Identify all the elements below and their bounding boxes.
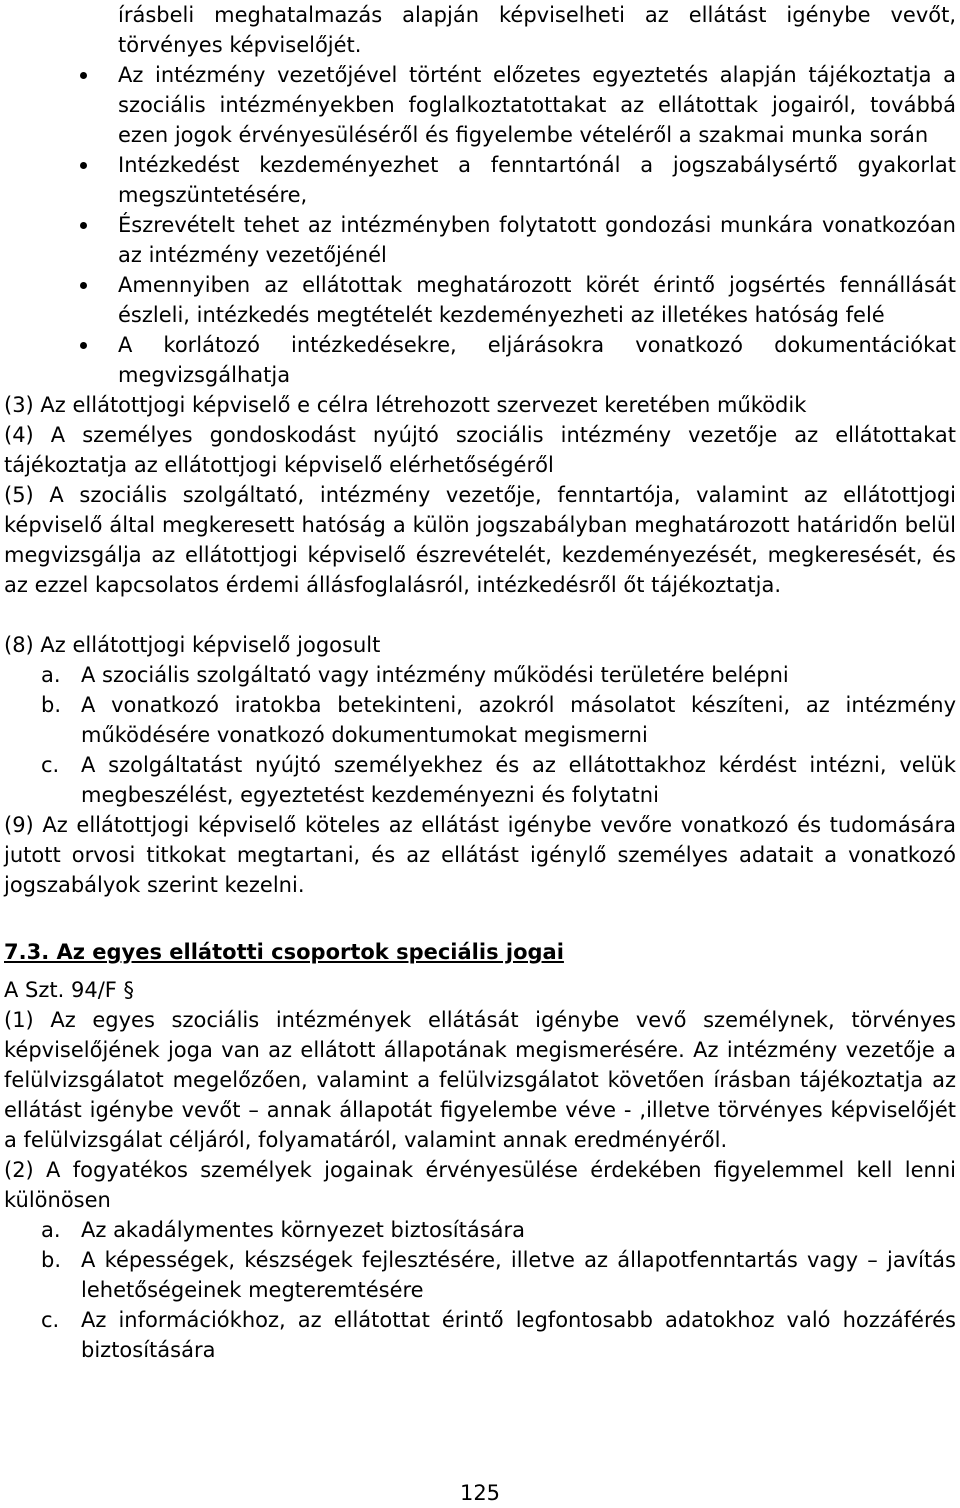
bullet-icon [80, 282, 87, 289]
list-item: b. A képességek, készségek fejlesztésére, illetve az állapotfenntartás vagy – javítás lehetőségeinek megteremtésére [41, 1248, 956, 1302]
list-item: Az intézmény vezetőjével történt előzetes egyeztetés alapján tájékoztatja a szociális intézményekben foglalkoztatottakat az ellátottak jogairól, továbbá ezen jogok érvényesüléséről és figyelembe vételéről a szakmai munka során [4, 60, 956, 150]
continuation-text: írásbeli meghatalmazás alapján képviselheti az ellátást igénybe vevőt, törvényes képviselőjét. [118, 3, 956, 57]
bullet-icon [80, 342, 87, 349]
section-paragraph-1: (1) Az egyes szociális intézmények ellátását igénybe vevő személynek, törvényes képviselőjének joga van az ellátott állapotának megismerésére. Az intézmény vezetője a felülvizsgálatot megelőzően, valamint a felülvizsgálatot követően írásban tájékoztatja az ellátást igénybe vevőt – annak állapotát figyelembe véve - ,illetve törvényes képviselőjét a felülvizsgálat céljáról, folyamatáról, valamint annak eredményéről. [4, 1008, 956, 1152]
list-item: a. Az akadálymentes környezet biztosítására [41, 1218, 526, 1242]
bullet-list [4, 60, 956, 390]
paragraph-8-intro: (8) Az ellátottjogi képviselő jogosult [4, 633, 381, 657]
list-item: A korlátozó intézkedésekre, eljárásokra vonatkozó dokumentációkat megvizsgálhatja [4, 330, 956, 390]
section-heading: 7.3. Az egyes ellátotti csoportok speciális jogai [4, 940, 564, 964]
list-item: c. A szolgáltatást nyújtó személyekhez és az ellátottakhoz kérdést intézni, velük megbeszélést, egyeztetést kezdeményezni és folytatni [41, 753, 956, 807]
page-number: 125 [459, 1481, 501, 1505]
document-page [4, 0, 956, 1365]
list-item: b. A vonatkozó iratokba betekinteni, azokról másolatot készíteni, az intézmény működésére vonatkozó dokumentumokat megismerni [41, 693, 956, 747]
paragraph-4: (4) A személyes gondoskodást nyújtó szociális intézmény vezetője az ellátottakat tájékoztatja az ellátottjogi képviselő elérhetőségéről [4, 423, 956, 477]
list-item: Amennyiben az ellátottak meghatározott körét érintő jogsértés fennállását észleli, intézkedés megtételét kezdeményezheti az illetékes hatóság felé [4, 270, 956, 330]
list-item: Intézkedést kezdeményezhet a fenntartónál a jogszabálysértő gyakorlat megszüntetésére, [4, 150, 956, 210]
section-paragraph-2-list [4, 1215, 956, 1365]
paragraph-9: (9) Az ellátottjogi képviselő köteles az ellátást igénybe vevőre vonatkozó és tudomására jutott orvosi titkokat megtartani, és az ellátást igénylő személyes adatait a vonatkozó jogszabályok szerint kezelni. [4, 813, 956, 897]
paragraph-8-list [4, 660, 956, 810]
paragraph-3: (3) Az ellátottjogi képviselő e célra létrehozott szervezet keretében működik [4, 393, 807, 417]
bullet-icon [80, 162, 87, 169]
spacer [4, 900, 956, 930]
law-reference: A Szt. 94/F § [4, 978, 135, 1002]
list-item: a. A szociális szolgáltató vagy intézmény működési területére belépni [41, 663, 789, 687]
section-paragraph-2-intro: (2) A fogyatékos személyek jogainak érvényesülése érdekében figyelemmel kell lenni különösen [4, 1158, 956, 1212]
list-item: Észrevételt tehet az intézményben folytatott gondozási munkára vonatkozóan az intézmény vezetőjénél [4, 210, 956, 270]
paragraph-5: (5) A szociális szolgáltató, intézmény vezetője, fenntartója, valamint az ellátottjogi képviselő által megkeresett hatóság a külön jogszabályban meghatározott határidőn belül megvizsgálja az ellátottjogi képviselő észrevételét, kezdeményezését, megkeresését, és az ezzel kapcsolatos érdemi állásfoglalásról, intézkedésről őt tájékoztatja. [4, 483, 956, 597]
bullet-icon [80, 222, 87, 229]
spacer [4, 600, 956, 630]
bullet-icon [80, 72, 87, 79]
list-item: c. Az információkhoz, az ellátottat érintő legfontosabb adatokhoz való hozzáférés biztosítására [41, 1308, 956, 1362]
